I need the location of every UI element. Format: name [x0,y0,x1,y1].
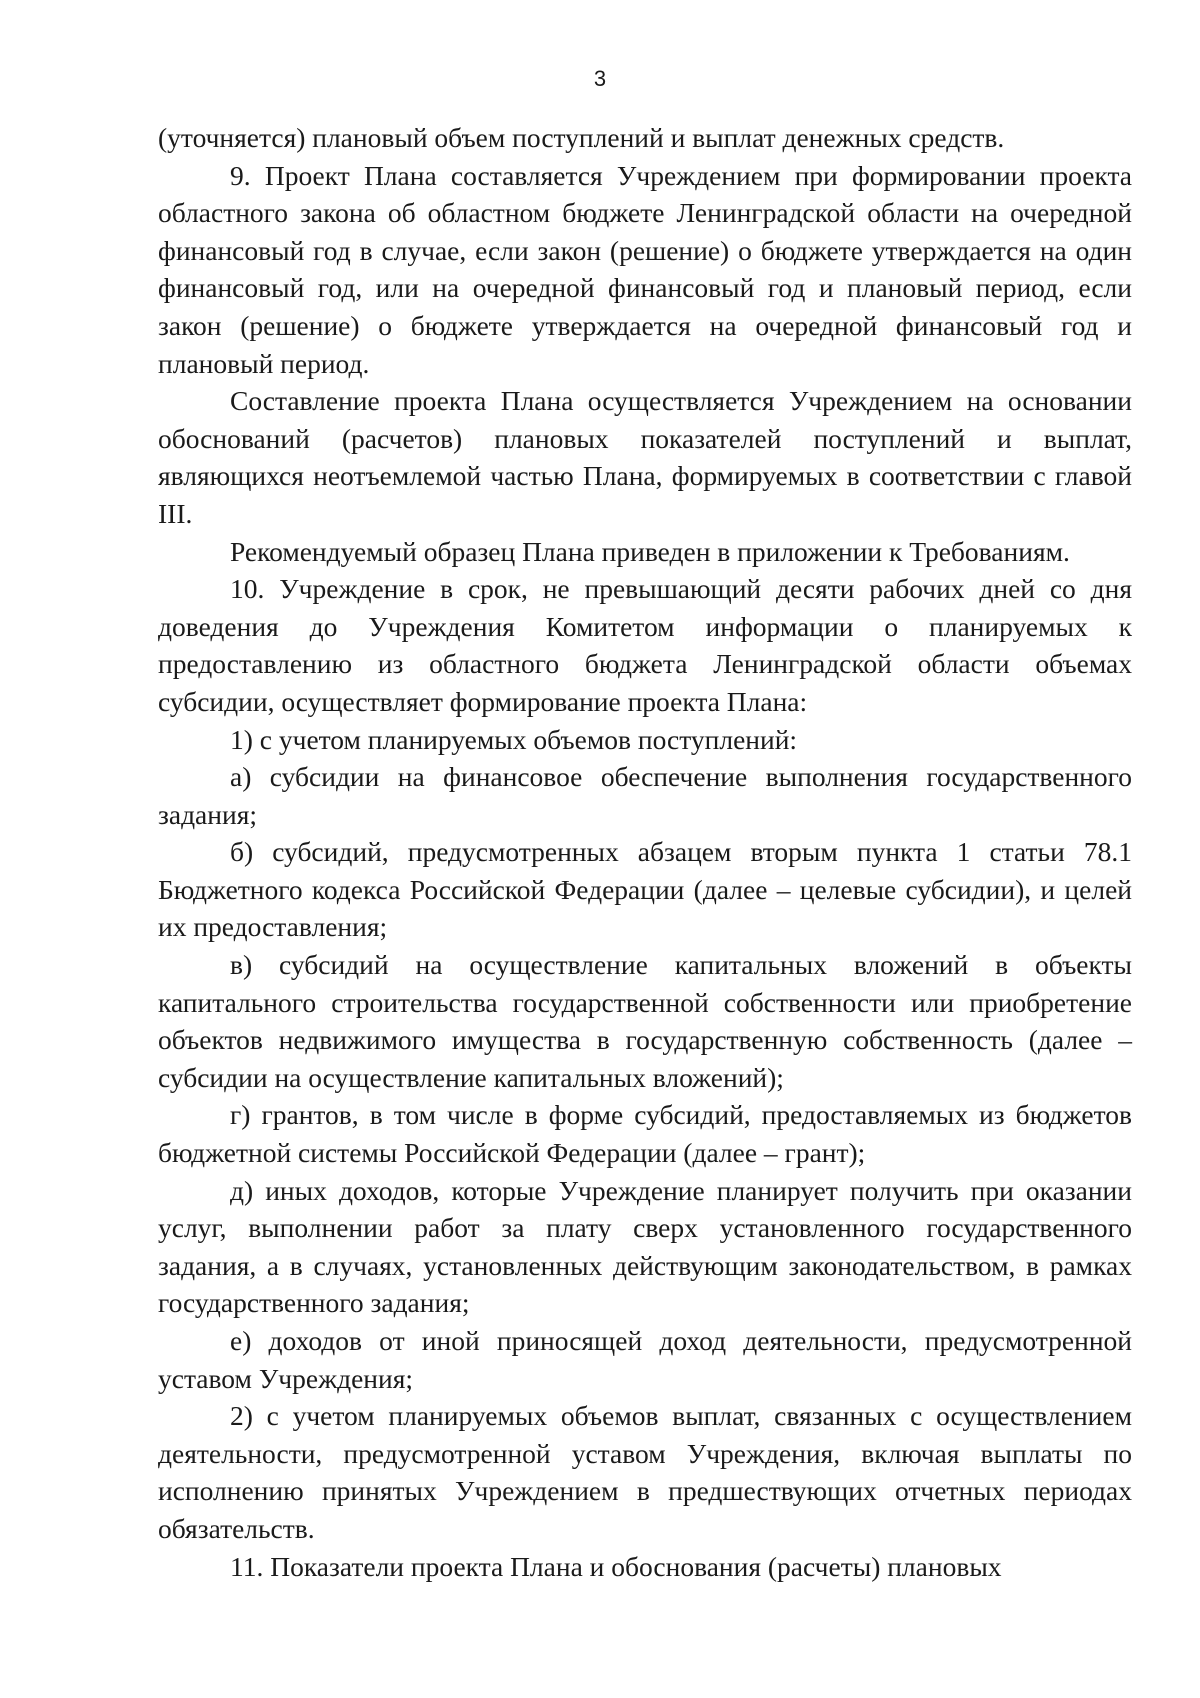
list-item-2: 2) с учетом планируемых объемов выплат, связанных с осуществлением деятельности, предусмотренной уставом Учреждения, включая выплаты по исполнению принятых Учреждением в предшествующих отчетных периодах обязательств. [158,1400,1132,1544]
paragraph-item-10: 10. Учреждение в срок, не превышающий десяти рабочих дней со дня доведения до Учреждения Комитетом информации о планируемых к предоставлению из областного бюджета Ленинградской области объемах субсидии, осуществляет формирование проекта Плана: [158,573,1132,717]
list-item-b: б) субсидий, предусмотренных абзацем вторым пункта 1 статьи 78.1 Бюджетного кодекса Российской Федерации (далее – целевые субсидии), и целей их предоставления; [158,836,1132,943]
document-body [158,119,1132,1585]
paragraph-item-9: 9. Проект Плана составляется Учреждением при формировании проекта областного закона об областном бюджете Ленинградской области на очередной финансовый год в случае, если закон (решение) о бюджете утверждается на один финансовый год, или на очередной финансовый год и плановый период, если закон (решение) о бюджете утверждается на очередной финансовый год и плановый период. [158,159,1132,379]
list-item-1: 1) с учетом планируемых объемов поступлений: [230,723,798,755]
paragraph-item-11: 11. Показатели проекта Плана и обоснования (расчеты) плановых [230,1550,1002,1582]
list-item-d: д) иных доходов, которые Учреждение планирует получить при оказании услуг, выполнении работ за плату сверх установленного государственного задания, а в случаях, установленных действующим законодательством, в рамках государственного задания; [158,1174,1132,1319]
list-item-a: а) субсидии на финансовое обеспечение выполнения государственного задания; [158,761,1132,830]
paragraph-sample-plan: Рекомендуемый образец Плана приведен в приложении к Требованиям. [230,535,1070,567]
list-item-e: е) доходов от иной приносящей доход деятельности, предусмотренной уставом Учреждения; [158,1325,1132,1394]
list-item-g: г) грантов, в том числе в форме субсидий, предоставляемых из бюджетов бюджетной системы Российской Федерации (далее – грант); [158,1099,1132,1169]
paragraph-plan-drafting: Составление проекта Плана осуществляется Учреждением на основании обоснований (расчетов) плановых показателей поступлений и выплат, являющихся неотъемлемой частью Плана, формируемых в соответствии с главой III. [158,385,1132,529]
list-item-v: в) субсидий на осуществление капитальных вложений в объекты капитального строительства государственной собственности или приобретение объектов недвижимого имущества в государственную собственность (далее – субсидии на осуществление капитальных вложений); [158,949,1132,1093]
page-number: 3 [593,66,607,91]
paragraph-continuation: (уточняется) плановый объем поступлений и выплат денежных средств. [158,122,1005,153]
